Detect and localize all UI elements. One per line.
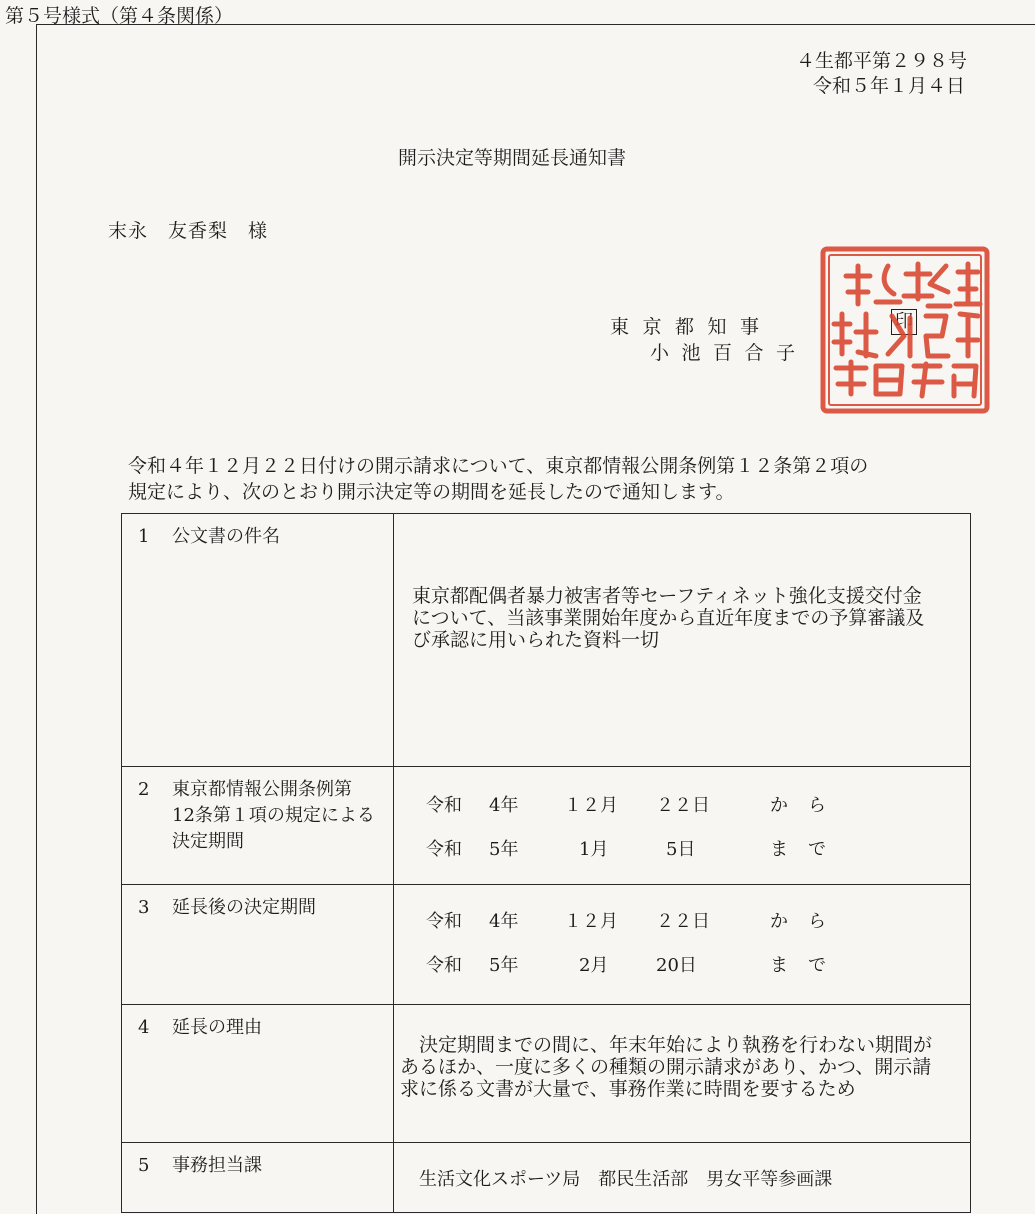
extended-period-label-cell [122, 885, 394, 1005]
subject-line-3: び承認に用いられた資料一切 [412, 629, 660, 651]
office-label-cell [122, 1143, 394, 1213]
original-period-to [394, 835, 970, 865]
sender-title: 東京都知事 [610, 316, 773, 338]
subject-line-1: 東京都配偶者暴力被害者等セーフティネット強化支援交付金 [412, 585, 922, 607]
month: 2月 [579, 955, 609, 976]
reason-value-cell [394, 1005, 971, 1143]
subject-label: 公文書の件名 [172, 526, 280, 547]
office-value: 生活文化スポーツ局 都民生活部 男女平等参画課 [419, 1169, 833, 1190]
year: 4年 [489, 795, 519, 816]
year: 5年 [489, 955, 519, 976]
original-period-from [394, 791, 970, 821]
recipient-name: 末永 友香梨 様 [108, 220, 269, 242]
seal-mark: 印 [891, 309, 917, 335]
reason-label: 延長の理由 [172, 1017, 262, 1038]
sender-name: 小池百合子 [650, 342, 808, 364]
document-number: ４生都平第２９８号 [795, 50, 967, 72]
item-number: 4 [138, 1017, 150, 1038]
office-label: 事務担当課 [172, 1155, 262, 1176]
row-office [122, 1143, 971, 1213]
era: 令和 [426, 839, 462, 860]
extended-period-label: 延長後の決定期間 [172, 897, 316, 918]
original-period-label-line-1: 東京都情報公開条例第 [172, 779, 352, 800]
original-period-label-cell [122, 767, 394, 885]
official-seal-stamp [818, 244, 992, 416]
office-value-cell [394, 1143, 971, 1213]
row-original-period [122, 767, 971, 885]
month: 1月 [579, 839, 609, 860]
intro-line-2: 規定により、次のとおり開示決定等の期間を延長したので通知します。 [128, 481, 735, 503]
day: 20日 [656, 955, 697, 976]
original-period-label-line-3: 決定期間 [172, 831, 244, 852]
row-reason [122, 1005, 971, 1143]
extended-period-to [394, 951, 970, 981]
extended-period-value-cell [394, 885, 971, 1005]
original-period-label-line-2: 12条第１項の規定による [172, 805, 375, 826]
reason-line-3: 求に係る文書が大量で、事務作業に時間を要するため [400, 1078, 856, 1100]
document-date: 令和５年１月４日 [812, 75, 965, 97]
item-number: 5 [138, 1155, 150, 1176]
to-mark: まで [770, 955, 846, 976]
era: 令和 [426, 795, 462, 816]
to-mark: まで [770, 839, 846, 860]
year: 4年 [489, 911, 519, 932]
era: 令和 [426, 955, 462, 976]
subject-line-2: について、当該事業開始年度から直近年度までの予算審議及 [412, 607, 925, 629]
month: １２月 [564, 911, 618, 932]
from-mark: から [770, 795, 846, 816]
month: １２月 [564, 795, 618, 816]
item-number: 2 [138, 779, 150, 800]
reason-line-2: あるほか、一度に多くの種類の開示請求があり、かつ、開示請 [400, 1056, 932, 1078]
details-table [121, 513, 971, 1213]
extended-period-from [394, 907, 970, 937]
from-mark: から [770, 911, 846, 932]
day: ２２日 [656, 795, 710, 816]
form-label: 第５号様式（第４条関係） [5, 5, 234, 27]
row-subject [122, 514, 971, 767]
subject-label-cell [122, 514, 394, 767]
era: 令和 [426, 911, 462, 932]
item-number: 1 [138, 526, 150, 547]
day: ２２日 [656, 911, 710, 932]
subject-value-cell [394, 514, 971, 767]
row-extended-period [122, 885, 971, 1005]
reason-line-1: 決定期間までの間に、年末年始により執務を行わない期間が [419, 1034, 933, 1056]
intro-line-1: 令和４年１２月２２日付けの開示請求について、東京都情報公開条例第１２条第２項の [128, 455, 869, 477]
intro-paragraph [128, 453, 958, 505]
item-number: 3 [138, 897, 150, 918]
original-period-value-cell [394, 767, 971, 885]
day: 5日 [666, 839, 696, 860]
reason-label-cell [122, 1005, 394, 1143]
year: 5年 [489, 839, 519, 860]
document-title: 開示決定等期間延長通知書 [398, 147, 627, 169]
